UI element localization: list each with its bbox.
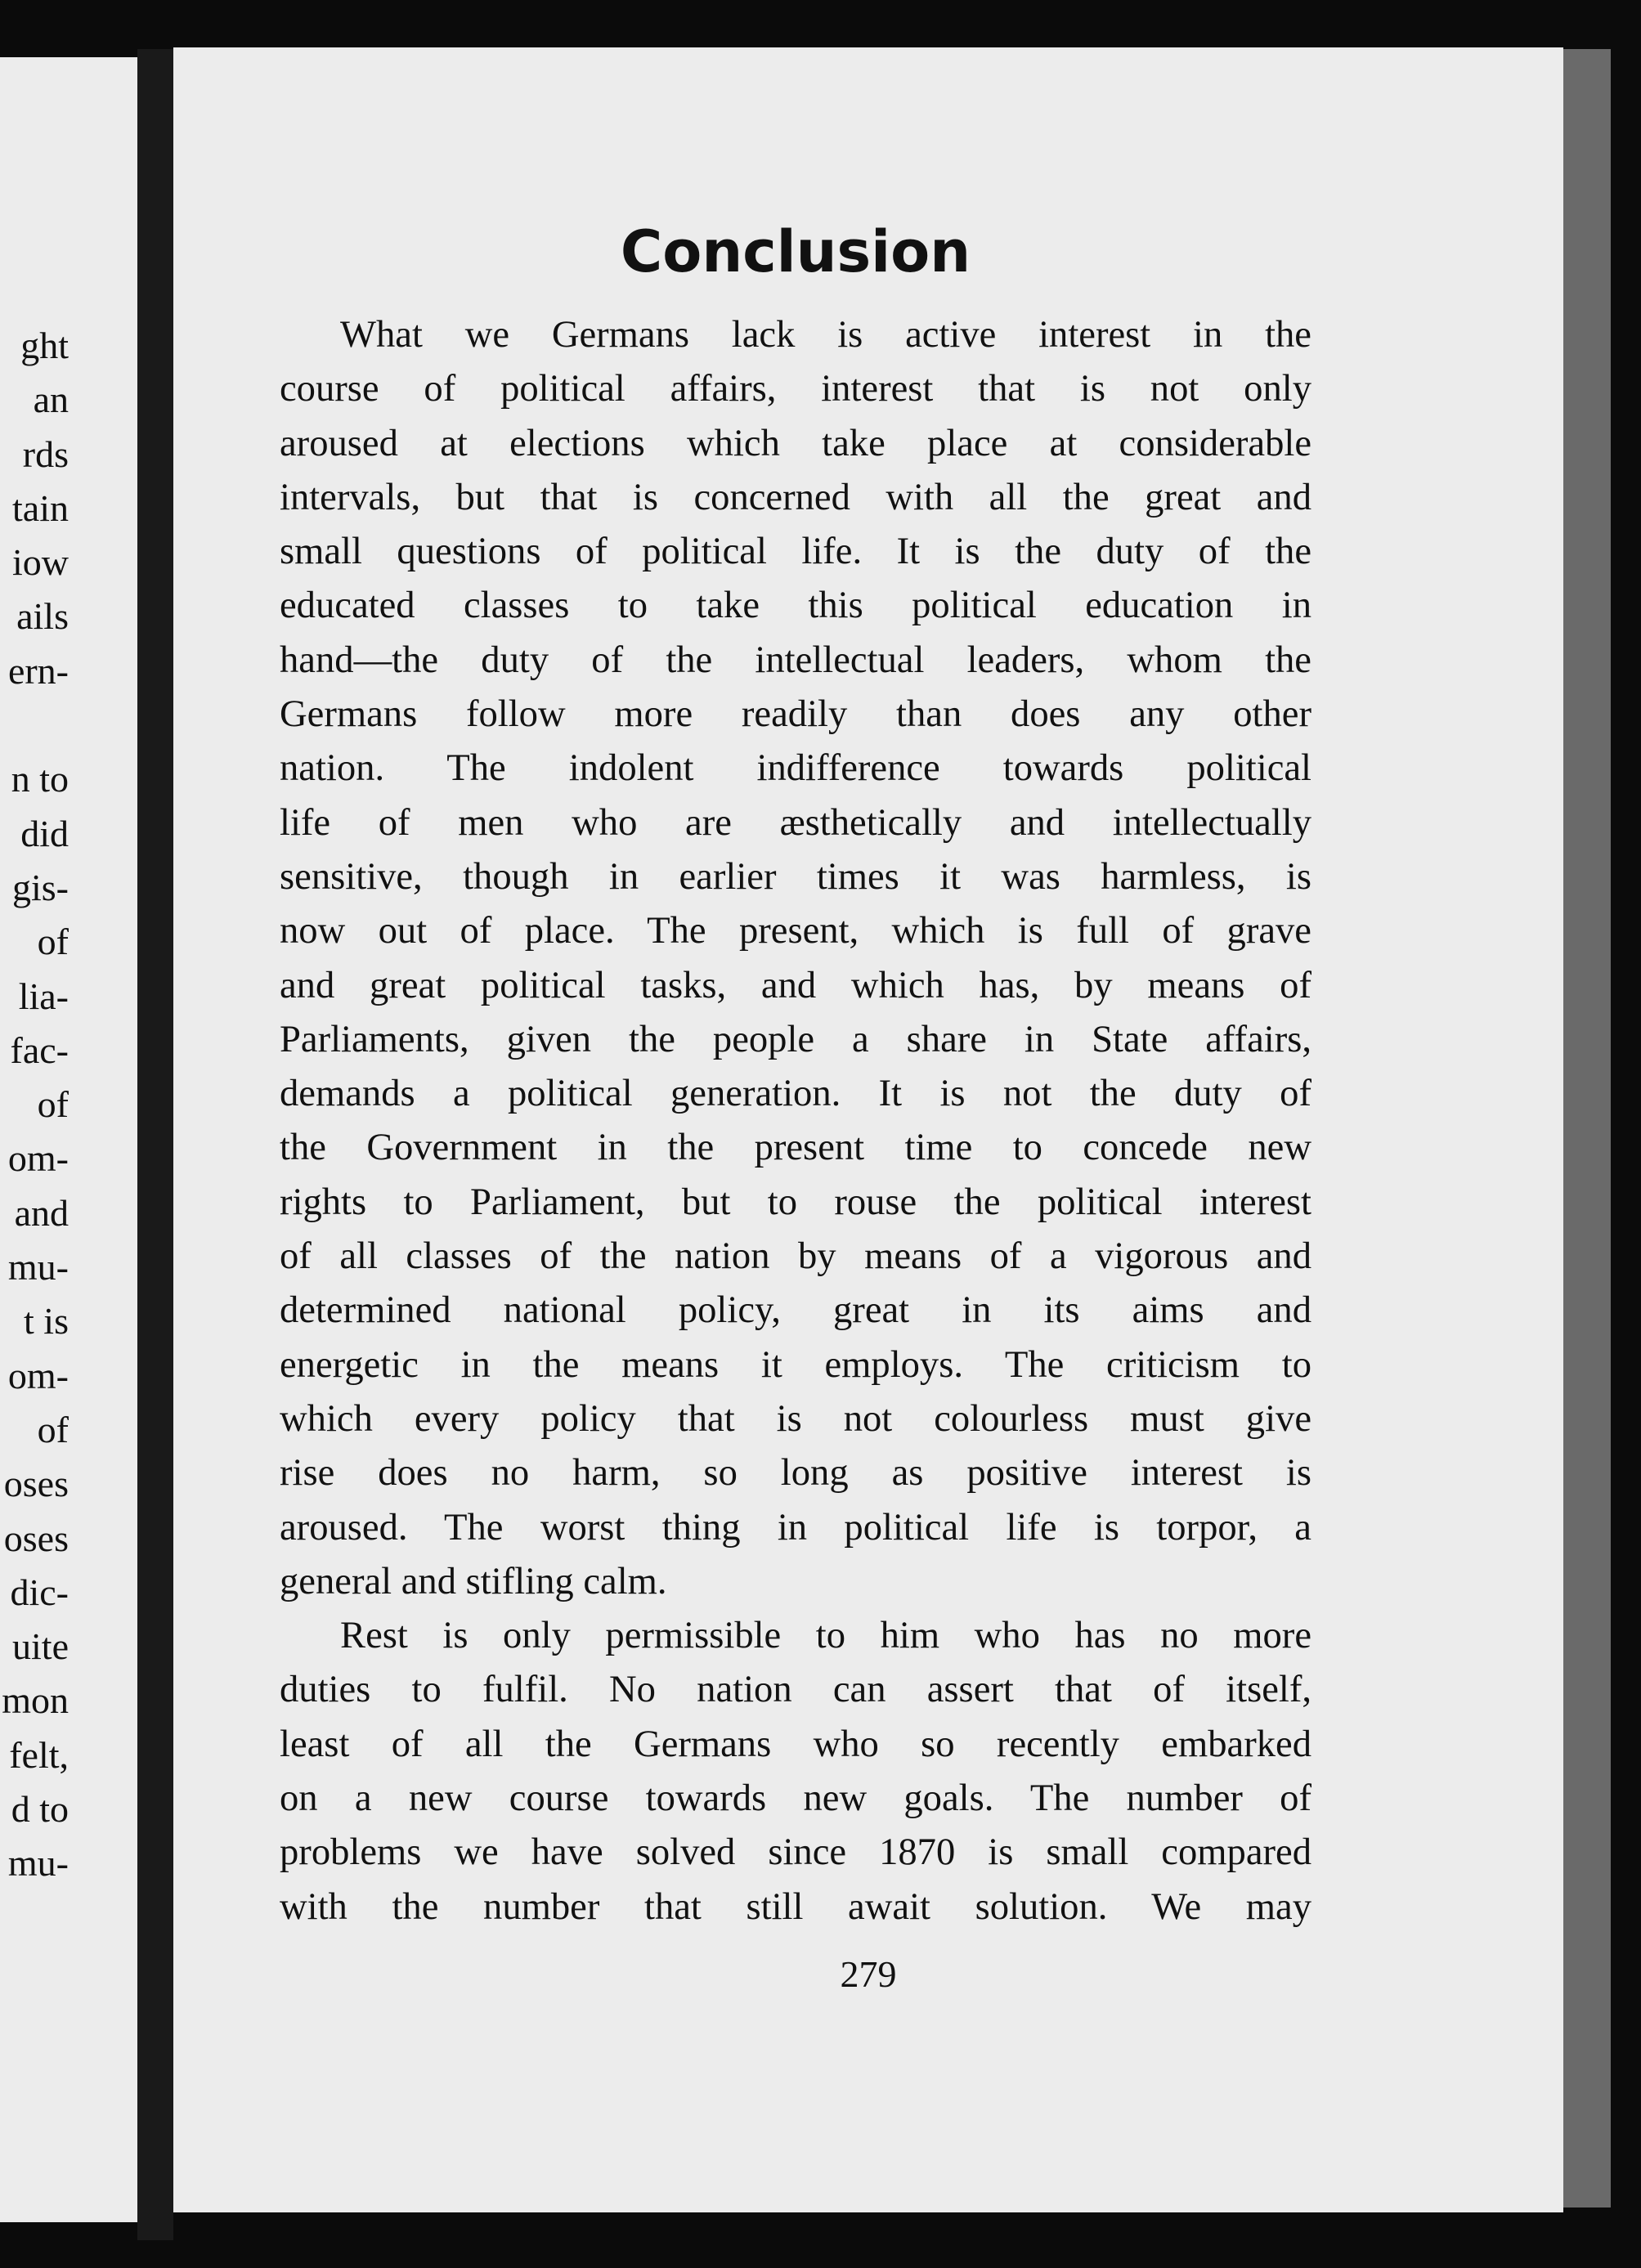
left-page-fragment: d to	[11, 1788, 69, 1831]
left-page-fragment: did	[20, 812, 69, 854]
right-page	[173, 47, 1563, 2212]
left-page-fragment: ern-	[7, 649, 69, 692]
left-page-fragment: of	[37, 1408, 69, 1450]
left-page-fragment: an	[33, 379, 69, 421]
text-line: Parliaments, given the people a share in State affairs,	[280, 1017, 1311, 1060]
left-page-fragment: om-	[7, 1354, 69, 1396]
left-page-fragment: felt,	[9, 1733, 69, 1776]
text-line: and great political tasks, and which has, by means of	[280, 963, 1311, 1006]
text-line: the Government in the present time to concede new	[280, 1126, 1311, 1169]
text-block	[280, 211, 1311, 1934]
text-line: rise does no harm, so long as positive interest is	[280, 1451, 1311, 1495]
text-line: demands a political generation. It is not the duty of	[280, 1072, 1311, 1115]
text-line: duties to fulfil. No nation can assert that of itself,	[280, 1668, 1311, 1711]
page-heading: Conclusion	[620, 218, 971, 285]
left-page-fragment: gis-	[12, 866, 69, 908]
left-page-fragment: ails	[16, 595, 69, 638]
left-page-fragment: oses	[3, 1463, 69, 1505]
text-line: hand—the duty of the intellectual leaders, whom the	[280, 638, 1311, 681]
text-line: of all classes of the nation by means of a vigorous and	[280, 1235, 1311, 1278]
left-page-fragment: iow	[12, 541, 69, 584]
left-page-fragment: fac-	[10, 1029, 69, 1071]
left-page-fragment: of	[37, 921, 69, 963]
text-line: with the number that still await solution. We may	[280, 1885, 1311, 1928]
left-page-fragment: rds	[22, 433, 69, 475]
text-line: course of political affairs, interest that is not only	[280, 367, 1311, 410]
text-line: determined national policy, great in its aims and	[280, 1289, 1311, 1332]
left-page-text-fragments	[0, 319, 69, 1891]
text-line: small questions of political life. It is the duty of the	[280, 530, 1311, 573]
text-line: intervals, but that is concerned with all the great and	[280, 475, 1311, 518]
left-page	[0, 57, 137, 2222]
left-page-fragment: tain	[12, 486, 69, 529]
text-line: energetic in the means it employs. The criticism to	[280, 1342, 1311, 1386]
text-line: What we Germans lack is active interest in the	[340, 313, 1311, 356]
text-line: Rest is only permissible to him who has no more	[340, 1614, 1311, 1657]
left-page-fragment: ght	[20, 325, 69, 366]
text-line: problems we have solved since 1870 is small compared	[280, 1831, 1311, 1874]
left-page-fragment: om-	[7, 1137, 69, 1180]
text-line: which every policy that is not colourless must give	[280, 1396, 1311, 1440]
left-page-fragment: uite	[12, 1625, 69, 1668]
paragraph	[280, 307, 1311, 1608]
text-line: now out of place. The present, which is full of grave	[280, 909, 1311, 952]
left-page-fragment: mu-	[7, 1842, 69, 1885]
left-page-fragment	[0, 698, 69, 752]
text-line: Germans follow more readily than does any other	[280, 693, 1311, 736]
text-line: least of all the Germans who so recently embarked	[280, 1722, 1311, 1765]
text-line: general and stifling calm.	[280, 1559, 667, 1602]
left-page-fragment: oses	[3, 1517, 69, 1559]
text-line: on a new course towards new goals. The number of	[280, 1777, 1311, 1820]
book-gutter	[137, 49, 173, 2240]
left-page-fragment: of	[37, 1083, 69, 1126]
left-page-fragment: lia-	[18, 975, 69, 1017]
page-number: 279	[840, 1953, 897, 1995]
text-line: life of men who are æsthetically and intellectually	[280, 800, 1311, 844]
text-line: aroused at elections which take place at considerable	[280, 421, 1311, 464]
left-page-fragment: and	[14, 1191, 69, 1234]
paragraph	[280, 1608, 1311, 1934]
left-page-fragment: mon	[2, 1679, 69, 1722]
left-page-fragment: dic-	[10, 1571, 69, 1613]
text-line: nation. The indolent indifference towards political	[280, 746, 1311, 790]
text-line: educated classes to take this political education in	[280, 584, 1311, 627]
text-line: aroused. The worst thing in political life is torpor, a	[280, 1505, 1311, 1549]
text-line: sensitive, though in earlier times it was harmless, is	[280, 854, 1311, 898]
left-page-fragment: n to	[11, 758, 69, 800]
text-line: rights to Parliament, but to rouse the political interest	[280, 1180, 1311, 1223]
left-page-fragment: t is	[24, 1300, 69, 1342]
body-text	[280, 307, 1311, 1934]
left-page-fragment: mu-	[7, 1246, 69, 1289]
